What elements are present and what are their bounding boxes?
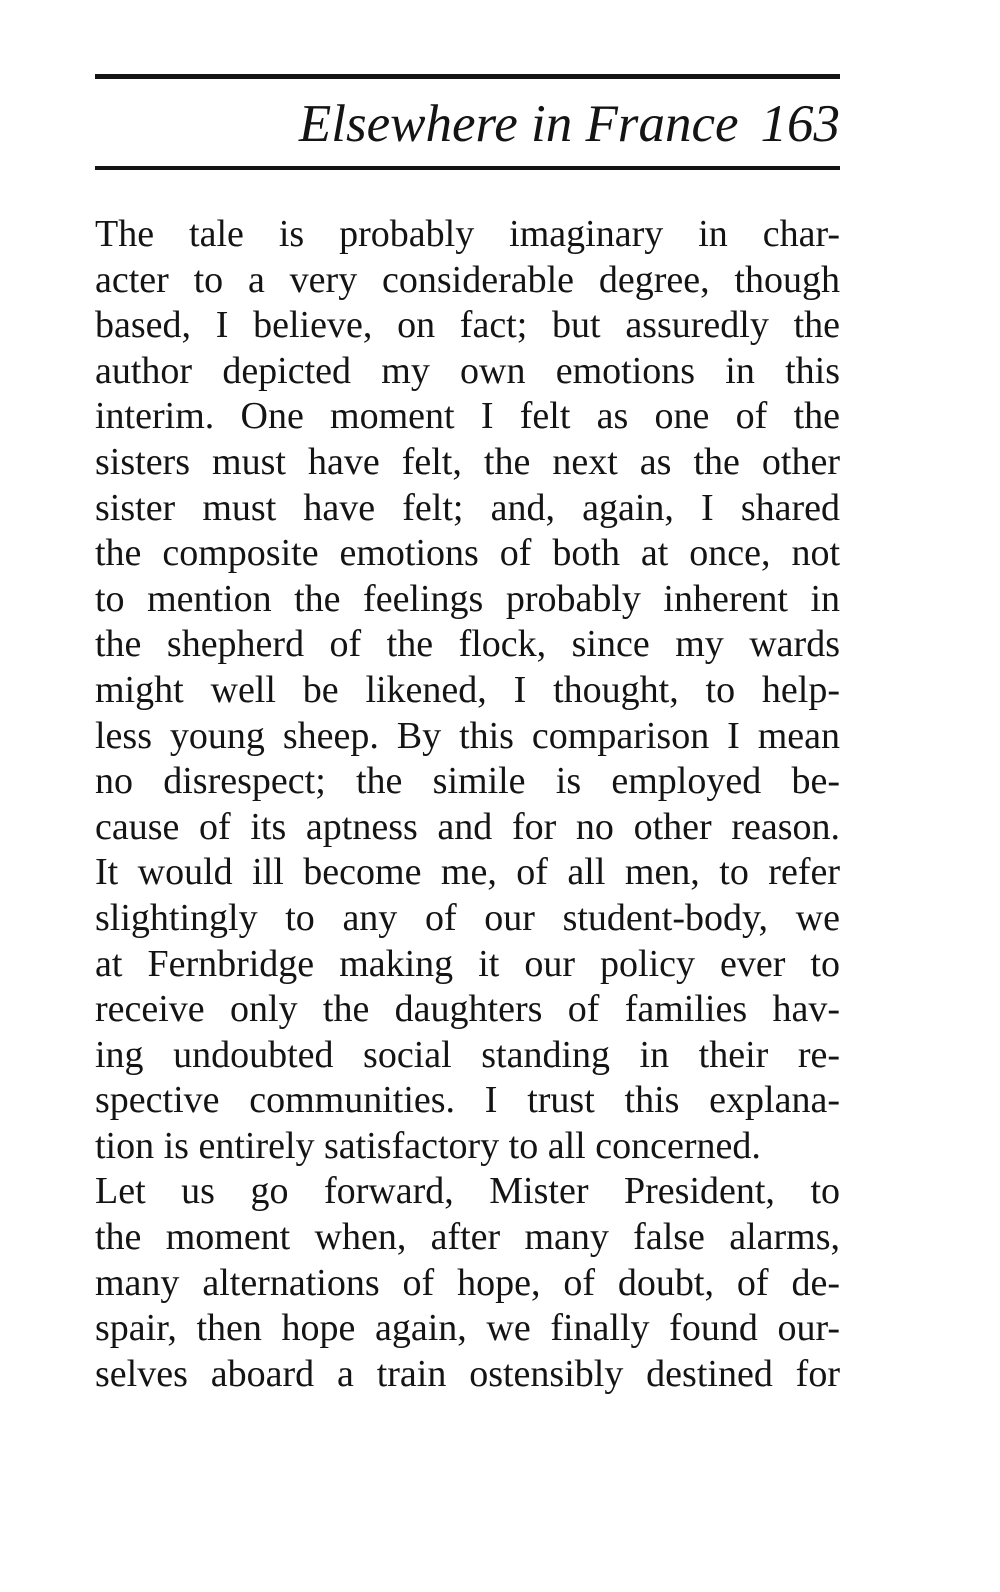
text-line: spective communities. I trust this explana- <box>95 1079 840 1122</box>
text-line: less young sheep. By this comparison I mean <box>95 714 840 757</box>
text-line: based, I believe, on fact; but assuredly the <box>95 304 840 347</box>
text-line: ing undoubted social standing in their re- <box>95 1033 840 1076</box>
running-head-title: Elsewhere in France <box>298 95 739 153</box>
text-line: the moment when, after many false alarms, <box>95 1216 840 1259</box>
text-line: sister must have felt; and, again, I shared <box>95 486 840 529</box>
text-line: It would ill become me, of all men, to refer <box>95 851 840 894</box>
text-line: selves aboard a train ostensibly destined for <box>95 1352 840 1395</box>
text-line: author depicted my own emotions in this <box>95 349 840 392</box>
text-line: tion is entirely satisfactory to all concerned. <box>95 1124 761 1167</box>
header-rule-top <box>95 74 840 79</box>
text-line: spair, then hope again, we finally found our- <box>95 1307 840 1350</box>
text-line: The tale is probably imaginary in char- <box>95 213 840 255</box>
text-line: the shepherd of the flock, since my wards <box>95 623 840 666</box>
running-head <box>95 88 840 160</box>
text-line: at Fernbridge making it our policy ever to <box>95 942 840 985</box>
header-rule-bottom <box>95 166 840 170</box>
text-line: many alternations of hope, of doubt, of de- <box>95 1261 840 1304</box>
text-line: slightingly to any of our student-body, we <box>95 896 840 939</box>
text-line: receive only the daughters of families hav- <box>95 988 840 1031</box>
text-line: the composite emotions of both at once, not <box>95 532 840 575</box>
text-line: might well be likened, I thought, to help- <box>95 668 840 711</box>
page-number: 163 <box>760 95 840 153</box>
text-line: sisters must have felt, the next as the other <box>95 440 840 483</box>
text-line: to mention the feelings probably inherent in <box>95 577 840 620</box>
text-line: cause of its aptness and for no other reason. <box>95 805 840 848</box>
text-line: interim. One moment I felt as one of the <box>95 395 840 438</box>
body-text <box>95 212 840 1397</box>
text-line: acter to a very considerable degree, though <box>95 258 840 301</box>
text-line: Let us go forward, Mister President, to <box>95 1170 840 1213</box>
text-line: no disrespect; the simile is employed be- <box>95 760 840 803</box>
